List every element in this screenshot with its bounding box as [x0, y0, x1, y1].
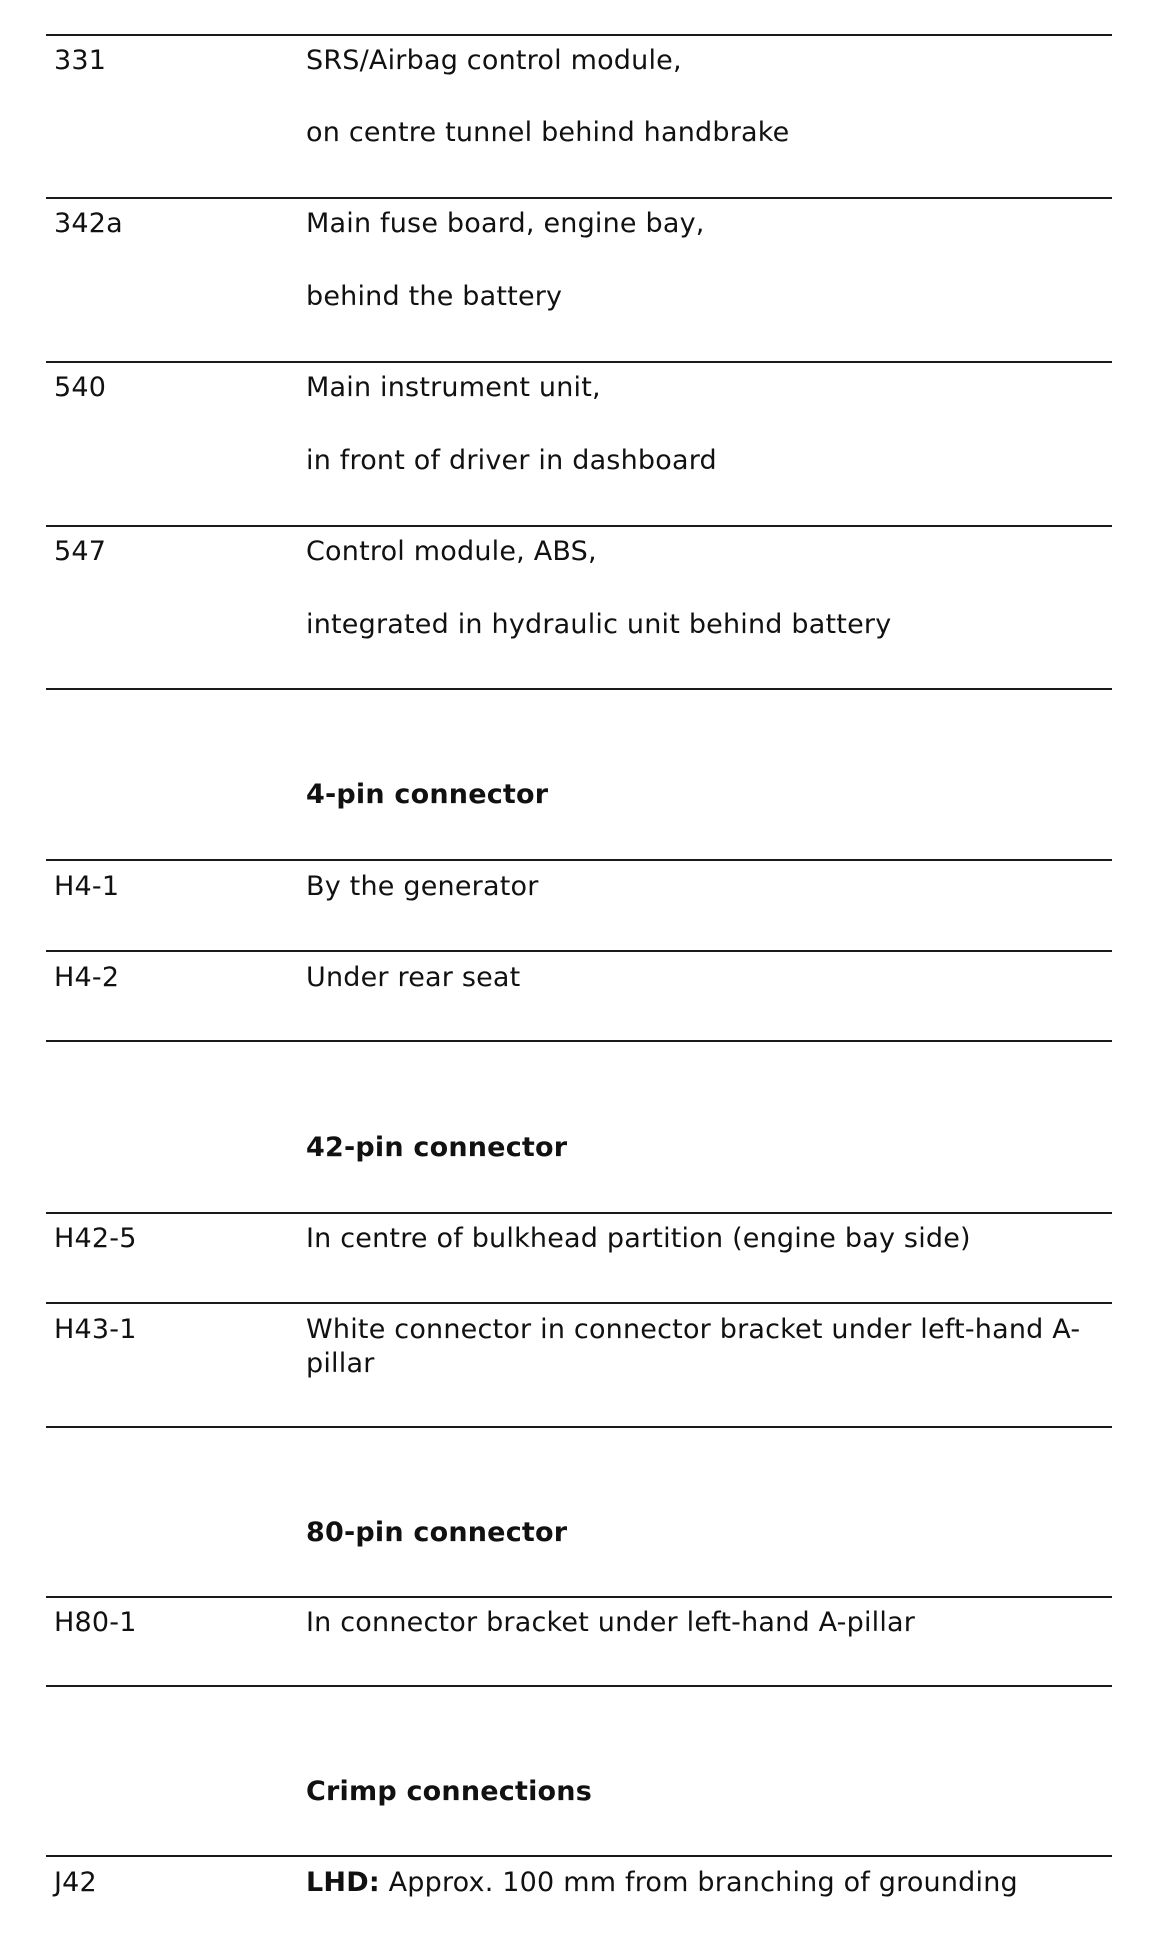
entry-description-line1: Main instrument unit, — [306, 372, 601, 403]
entry-description-line1: Control module, ABS, — [306, 536, 597, 567]
entry-description-line1: Main fuse board, engine bay, — [306, 208, 705, 239]
entry-description-line2: behind the battery — [306, 281, 563, 312]
row-divider — [46, 34, 1112, 36]
entry-description-line2: in front of driver in dashboard — [306, 445, 717, 476]
connector-code: H4-1 — [54, 871, 120, 902]
entry-code: 342a — [54, 208, 123, 239]
connector-location: Under rear seat — [306, 962, 521, 993]
row-divider — [46, 859, 1112, 861]
crimp-location — [306, 1866, 1018, 1900]
section-heading: 4-pin connector — [306, 779, 549, 810]
row-divider — [46, 1596, 1112, 1598]
connector-code: H43-1 — [54, 1314, 137, 1345]
connector-code: H80-1 — [54, 1607, 137, 1638]
row-divider — [46, 1302, 1112, 1304]
connector-location: White connector in connector bracket under left-hand A-pillar — [306, 1314, 1081, 1379]
crimp-location-text: Approx. 100 mm from branching of grounding — [379, 1867, 1018, 1898]
connector-code: H42-5 — [54, 1223, 137, 1254]
crimp-code: J42 — [54, 1867, 97, 1898]
row-divider — [46, 1685, 1112, 1687]
row-divider — [46, 688, 1112, 690]
section-heading: 80-pin connector — [306, 1517, 568, 1548]
entry-code: 331 — [54, 45, 107, 76]
row-divider — [46, 197, 1112, 199]
connector-location: By the generator — [306, 871, 539, 902]
row-divider — [46, 525, 1112, 527]
row-divider — [46, 1426, 1112, 1428]
connector-location: In connector bracket under left-hand A-pillar — [306, 1607, 916, 1638]
row-divider — [46, 1040, 1112, 1042]
section-heading: 42-pin connector — [306, 1132, 568, 1163]
row-divider — [46, 950, 1112, 952]
lhd-label: LHD: — [306, 1867, 380, 1898]
row-divider — [46, 1855, 1112, 1857]
row-divider — [46, 361, 1112, 363]
entry-description-line1: SRS/Airbag control module, — [306, 45, 682, 76]
section-heading: Crimp connections — [306, 1776, 592, 1807]
row-divider — [46, 1212, 1112, 1214]
entry-code: 540 — [54, 372, 107, 403]
entry-description-line2: on centre tunnel behind handbrake — [306, 117, 790, 148]
connector-code: H4-2 — [54, 962, 120, 993]
connector-location: In centre of bulkhead partition (engine bay side) — [306, 1223, 971, 1254]
entry-description-line2: integrated in hydraulic unit behind battery — [306, 609, 892, 640]
entry-code: 547 — [54, 536, 107, 567]
